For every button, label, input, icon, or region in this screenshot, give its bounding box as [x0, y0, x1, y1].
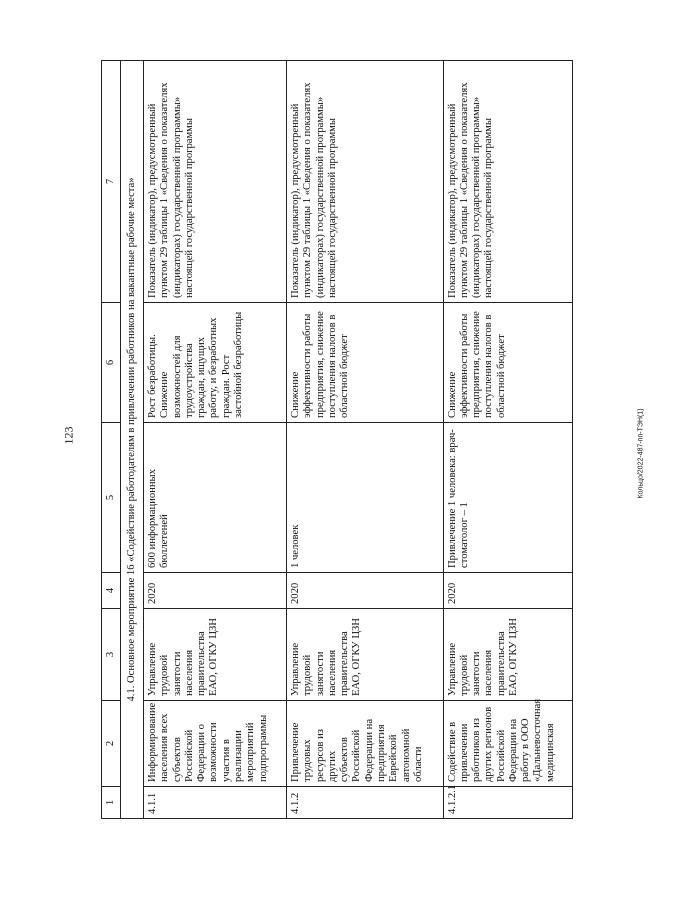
page-number: 123: [61, 426, 76, 445]
header-cell: 4: [102, 573, 121, 609]
row-indicator: Показатель (индикатор), предусмотренный пунктом 29 таблицы 1 «Сведения о показателях (индикаторах) государственной программы» настоящей государственной программы: [287, 61, 444, 303]
row-number: 4.1.1: [144, 787, 287, 819]
header-cell: 7: [102, 61, 121, 303]
row-result: 1 человек: [287, 423, 444, 573]
header-cell: 3: [102, 609, 121, 701]
row-result: Привлечение 1 человека: врач-стоматолог – 1: [443, 423, 572, 573]
section-title: 4.1. Основное мероприятие 16 «Содействие работодателям в привлечении работников на вакантные рабочие места»: [121, 61, 144, 819]
row-year: 2020: [443, 573, 572, 609]
table-row: [144, 61, 287, 819]
footer-wrap: [596, 408, 686, 499]
row-consequence: Снижение эффективности работы предприятия, снижение поступления налогов в областной бюджет: [287, 303, 444, 423]
row-year: 2020: [287, 573, 444, 609]
row-executor: Управление трудовой занятости населения правительства ЕАО, ОГКУ ЦЗН: [287, 609, 444, 701]
header-row: [102, 61, 121, 819]
header-cell: 1: [102, 787, 121, 819]
header-cell: 2: [102, 701, 121, 787]
header-cell: 5: [102, 423, 121, 573]
row-name: Информирование населения всех субъектов Российской Федерации о возможности участия в реализации мероприятий подпрограммы: [144, 701, 287, 787]
measures-table: [101, 60, 573, 819]
row-indicator: Показатель (индикатор), предусмотренный пунктом 29 таблицы 1 «Сведения о показателях (индикаторах) государственной программы» настоящей государственной программы: [144, 61, 287, 303]
row-consequence: Рост безработицы. Снижение возможностей для трудоустройства граждан, ищущих работу, и безработных граждан. Рост застойной безработицы: [144, 303, 287, 423]
row-consequence: Снижение эффективности работы предприятия, снижение поступления налогов в областной бюджет: [443, 303, 572, 423]
row-number: 4.1.2: [287, 787, 444, 819]
row-indicator: Показатель (индикатор), предусмотренный пунктом 29 таблицы 1 «Сведения о показателях (индикаторах) государственной программы» настоящей государственной программы: [443, 61, 572, 303]
table-row: [443, 61, 572, 819]
row-executor: Управление трудовой занятости населения правительства ЕАО, ОГКУ ЦЗН: [144, 609, 287, 701]
row-name: Содействие в привлечении работников из других регионов Российской Федерации на работу в ООО «Дальневосточная медицинская: [443, 701, 572, 787]
row-result: 600 информационных бюллетеней: [144, 423, 287, 573]
row-number: 4.1.2.1: [443, 787, 572, 819]
footer-code: Кольцо/2022-487-пп-ТЭН(1): [637, 408, 645, 499]
section-row: [121, 61, 144, 819]
rotated-table-container: [101, 60, 573, 819]
header-cell: 6: [102, 303, 121, 423]
row-name: Привлечение трудовых ресурсов из других субъектов Российской Федерации на предприятия Еврейской автономной области: [287, 701, 444, 787]
table-row: [287, 61, 444, 819]
row-executor: Управление трудовой занятости населения правительства ЕАО, ОГКУ ЦЗН: [443, 609, 572, 701]
row-year: 2020: [144, 573, 287, 609]
